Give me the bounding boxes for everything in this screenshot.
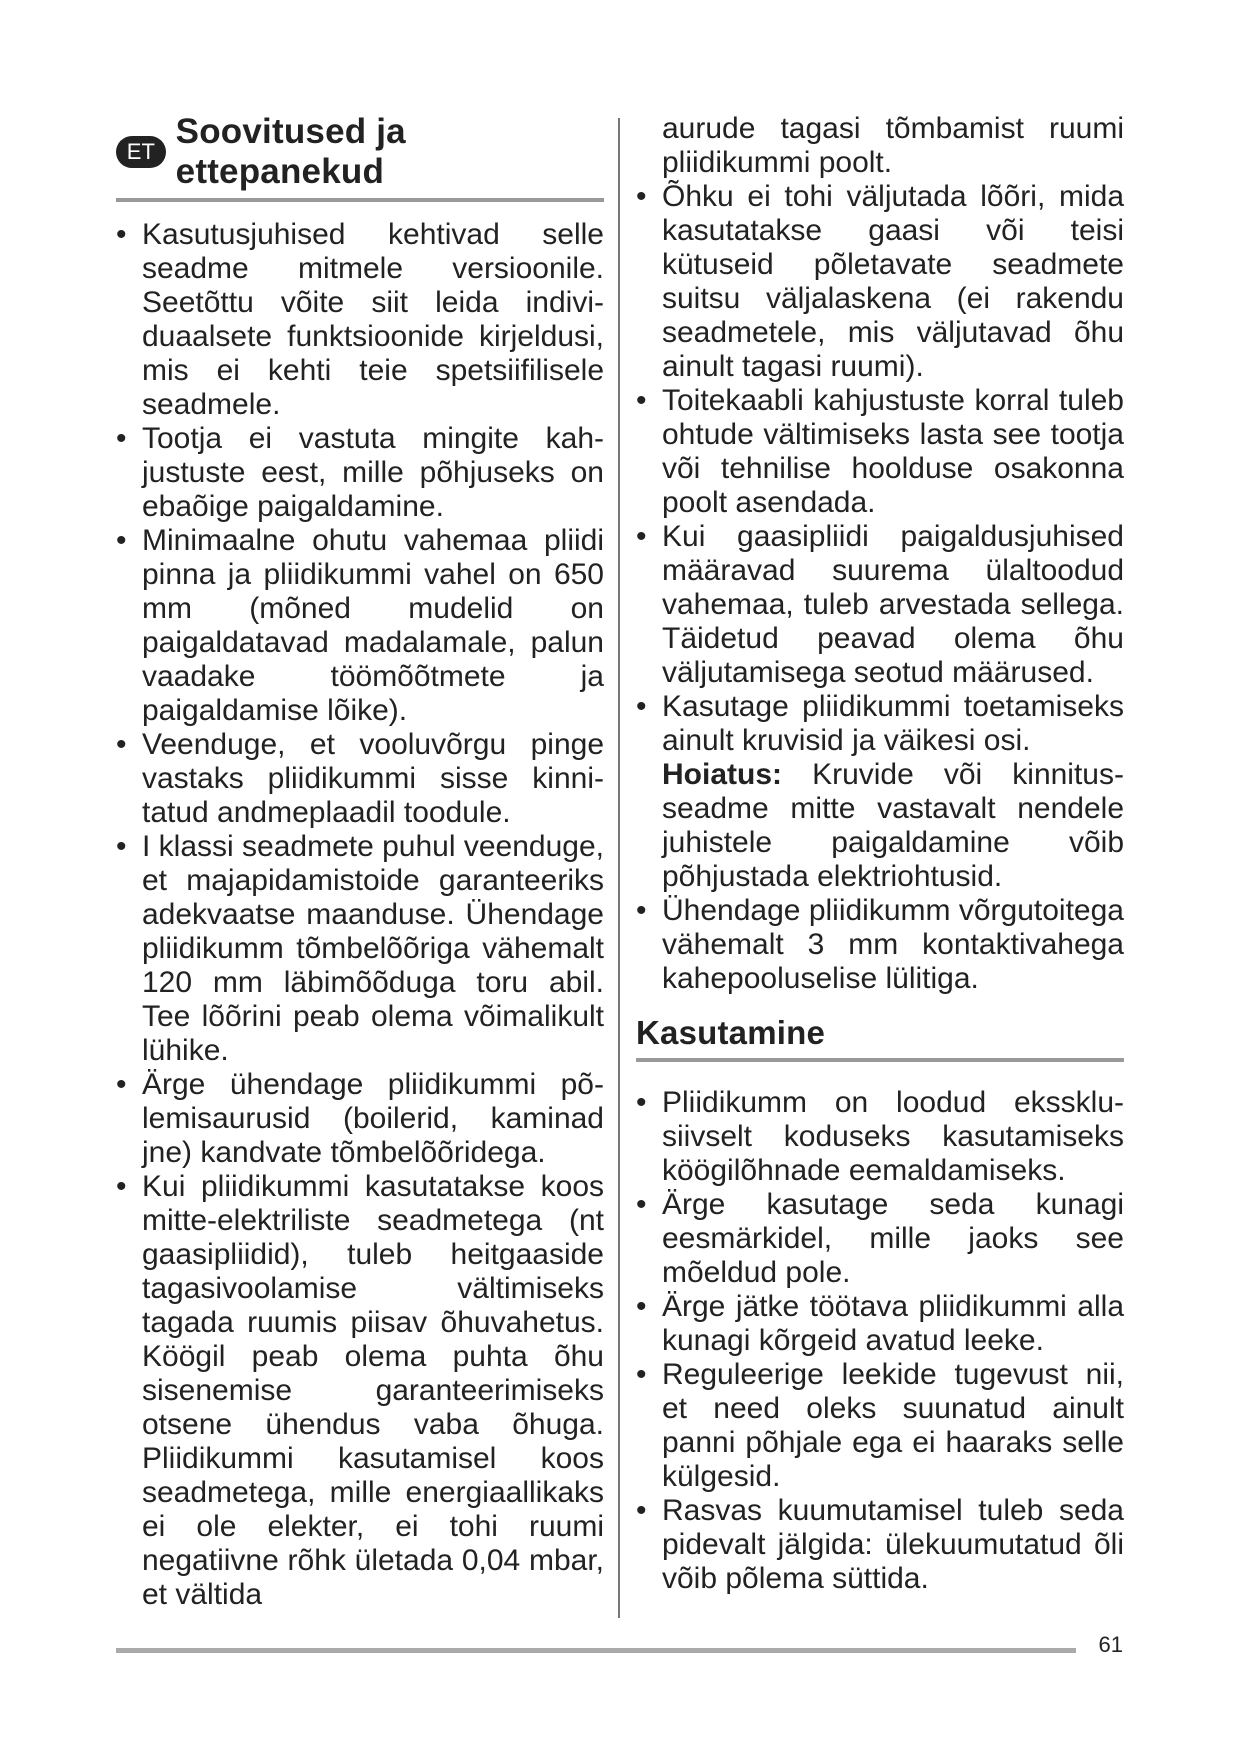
list-item: • Õhku ei tohi väljutada lõõri, mida kasutatakse gaasi või teisi kütuseid põletavate seadmete suitsu väljalaskena (ei rakendu seadmetele, mis väljutavad õhu ainult tagasi ruumi). bbox=[636, 180, 1124, 383]
column-divider bbox=[618, 118, 620, 1618]
footer-rule bbox=[116, 1648, 1076, 1653]
list-item: • Minimaalne ohutu vahemaa pliidi pinna ja pliidikummi vahel on 650 mm (mõned mudelid on paigaldatavad madalamale, palun vaadake töömõõtmete ja paigaldamise lõike). bbox=[116, 524, 604, 727]
usage-list bbox=[636, 1086, 1124, 1596]
list-item: • Ärge ühendage pliidikummi põlemisaurusid (boilerid, kaminad jne) kandvate tõmbelõõridega. bbox=[116, 1068, 604, 1169]
section-title: Soovitused ja ettepanekud bbox=[175, 112, 406, 191]
usage-section bbox=[636, 1014, 1124, 1596]
list-item: • Kui gaasipliidi paigaldusjuhised määravad suurema ülaltoodud vahemaa, tuleb arvestada sellega. Täidetud peavad olema õhu väljutamisega seotud määrused. bbox=[636, 520, 1124, 689]
list-item: • Ühendage pliidikumm võrgutoitega vähemalt 3 mm kontaktivahega kahepooluselise lülitiga. bbox=[636, 894, 1124, 995]
language-badge: ET bbox=[116, 136, 166, 168]
list-item: • Ärge kasutage seda kunagi eesmärkidel, mille jaoks see mõeldud pole. bbox=[636, 1188, 1124, 1289]
recommendations-list-continued bbox=[636, 180, 1124, 758]
section-title-usage: Kasutamine bbox=[636, 1014, 826, 1051]
list-item: • Ärge jätke töötava pliidikummi alla kunagi kõrgeid avatud leeke. bbox=[636, 1290, 1124, 1357]
section-header bbox=[116, 112, 604, 202]
recommendations-list-end bbox=[636, 894, 1124, 996]
warning-label: Hoiatus: bbox=[662, 758, 782, 791]
warning-text: Kruvide või kinnitusseadme mitte vastavalt nendele juhistele paigaldamine võib põhjustada elektriohtusid. bbox=[662, 758, 1124, 893]
list-item: • Veenduge, et vooluvõrgu pinge vastaks pliidikummi sisse kinnitatud andmeplaadil toodule. bbox=[116, 728, 604, 829]
recommendations-list bbox=[116, 218, 604, 1612]
list-item: • Tootja ei vastuta mingite kahjustuste eest, mille põhjuseks on ebaõige paigaldamine. bbox=[116, 422, 604, 523]
left-column bbox=[116, 112, 604, 1612]
list-item: • Kasutage pliidikummi toetamiseks ainult kruvisid ja väikesi osi. bbox=[636, 690, 1124, 757]
list-item: • Reguleerige leekide tugevust nii, et need oleks suunatud ainult panni põhjale ega ei haaraks selle külgesid. bbox=[636, 1358, 1124, 1493]
list-item: • Kui pliidikummi kasutatakse koos mitte-elektriliste seadmetega (nt gaasipliidid), tuleb heitgaaside tagasivoolamise vältimiseks tagada ruumis piisav õhuvahetus. Köögil peab olema puhta õhu sisenemise garanteerimiseks otsene ühendus vaba õhuga. Pliidikummi kasutamisel koos seadmetega, mille energiaallikaks ei ole elekter, ei tohi ruumi negatiivne rõhk ületada 0,04 mbar, et vältida bbox=[116, 1170, 604, 1611]
list-item: • Kasutusjuhised kehtivad selle seadme mitmele versioonile. Seetõttu võite siit leida individuaalsete funktsioonide kirjeldusi, mis ei kehti teie spetsiifilisele seadmele. bbox=[116, 218, 604, 421]
list-item: • I klassi seadmete puhul veenduge, et majapidamistoide garanteeriks adekvaatse maanduse. Ühendage pliidikumm tõmbelõõriga vähemalt 120 mm läbimõõduga toru abil. Tee lõõrini peab olema võimalikult lühike. bbox=[116, 830, 604, 1067]
list-item: • Toitekaabli kahjustuste korral tuleb ohtude vältimiseks lasta see tootja või tehnilise hoolduse osakonna poolt asendada. bbox=[636, 384, 1124, 519]
warning-paragraph bbox=[636, 758, 1124, 894]
list-item: • Pliidikumm on loodud ekssklusiivselt koduseks kasutamiseks köögilõhnade eemaldamiseks. bbox=[636, 1086, 1124, 1187]
right-column bbox=[636, 112, 1124, 1596]
page-number: 61 bbox=[1098, 1632, 1123, 1657]
continued-text: aurude tagasi tõmbamist ruumi pliidikummi poolt. bbox=[662, 112, 1124, 179]
list-item: • Rasvas kuumutamisel tuleb seda pidevalt jälgida: ülekuumutatud õli võib põlema süttida. bbox=[636, 1494, 1124, 1595]
section-header bbox=[636, 1014, 1124, 1062]
